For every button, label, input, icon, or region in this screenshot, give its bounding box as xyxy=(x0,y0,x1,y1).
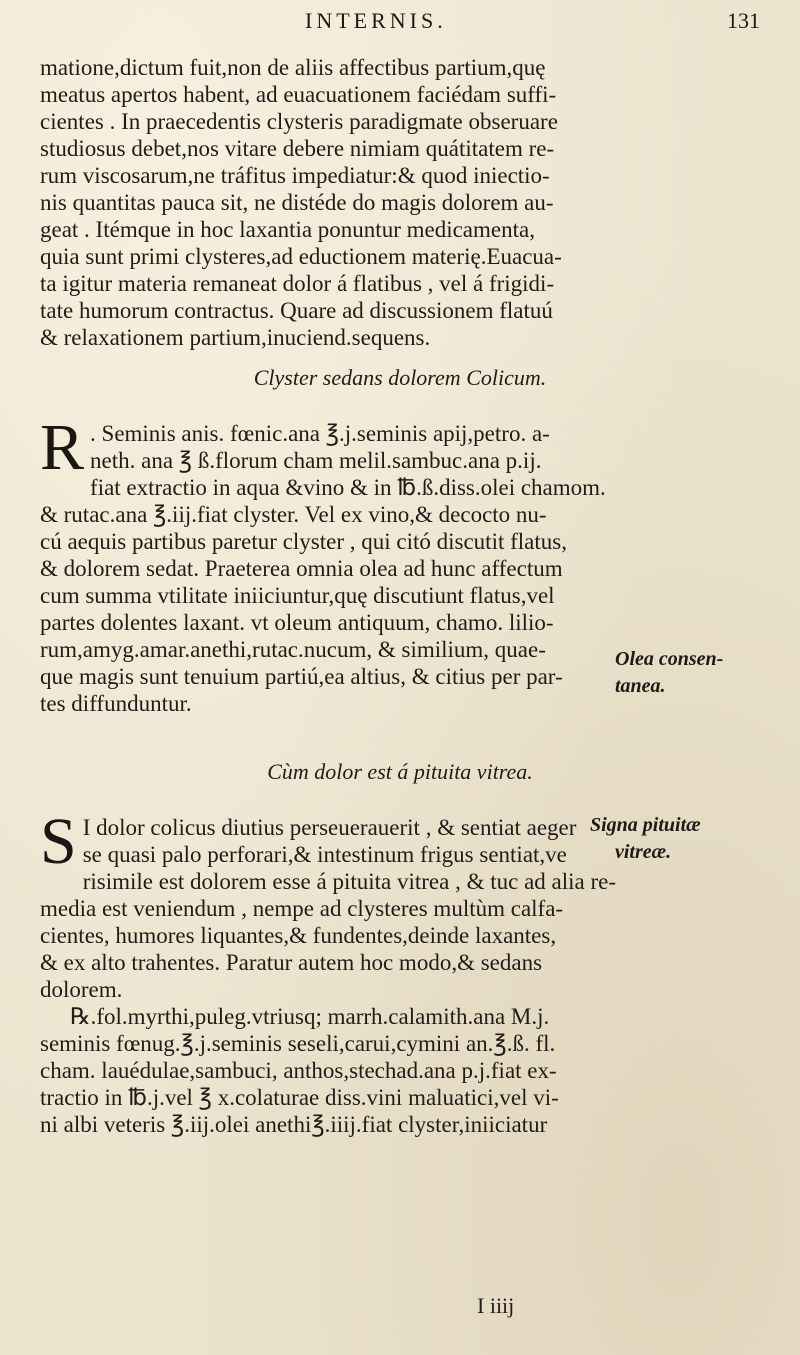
marginal-note-2 xyxy=(590,812,701,866)
text-line: cientes, humores liquantes,& fundentes,deinde laxantes, xyxy=(40,923,557,948)
drop-cap: R xyxy=(40,411,85,484)
signature-mark: I iiij xyxy=(477,1293,515,1318)
text-line: rum,amyg.amar.anethi,rutac.nucum, & similium, quae- xyxy=(40,637,546,662)
text-line: tes diffunduntur. xyxy=(40,691,192,716)
marginal-line: vitreæ. xyxy=(615,841,672,863)
text-line: seminis fœnug.℥.j.seminis seseli,carui,cymini an.℥.ß. fl. xyxy=(40,1031,556,1056)
text-line: media est veniendum , nempe ad clysteres multùm calfa- xyxy=(40,896,564,921)
text-line: cham. lauédulae,sambuci, anthos,stechad.ana p.j.fiat ex- xyxy=(40,1058,557,1083)
marginal-line: Signa pituitæ xyxy=(590,814,701,836)
text-line: cientes . In praecedentis clysteris paradigmate obseruare xyxy=(40,109,558,134)
paragraph-2 xyxy=(40,411,606,717)
text-line: tate humorum contractus. Quare ad discussionem flatuú xyxy=(40,298,553,323)
marginal-line: tanea. xyxy=(615,675,666,697)
drop-cap: S xyxy=(40,805,77,878)
section-heading-1: Clyster sedans dolorem Colicum. xyxy=(253,365,547,390)
page-number: 131 xyxy=(727,8,760,33)
text-line: meatus apertos habent, ad euacuationem faciédam suffi- xyxy=(40,82,557,107)
text-line: partes dolentes laxant. vt oleum antiquum, chamo. lilio- xyxy=(40,610,554,635)
text-line: ta igitur materia remaneat dolor á flatibus , vel á frigidi- xyxy=(40,271,555,296)
text-line: & rutac.ana ℥.iij.fiat clyster. Vel ex vino,& decocto nu- xyxy=(40,502,547,527)
page-header xyxy=(0,8,800,48)
text-line: rum viscosarum,ne tráfitus impediatur:& quod iniectio- xyxy=(40,163,550,188)
text-line: risimile est dolorem esse á pituita vitrea , & tuc ad alia re- xyxy=(82,869,617,894)
section-heading-2: Cùm dolor est á pituita vitrea. xyxy=(267,759,533,784)
paragraph-1 xyxy=(40,54,580,351)
text-line: se quasi palo perforari,& intestinum frigus sentiat,ve xyxy=(82,842,567,867)
text-line: fiat extractio in aqua &vino & in ℔.ß.diss.olei chamom. xyxy=(90,475,606,500)
text-line: quia sunt primi clysteres,ad eductionem materię.Euacua- xyxy=(40,244,562,269)
text-line: I dolor colicus diutius perseuerauerit , & sentiat aeger xyxy=(82,815,577,840)
text-line: tractio in ℔.j.vel ℥ x.colaturae diss.vini maluatici,vel vi- xyxy=(40,1085,559,1110)
text-line: & dolorem sedat. Praeterea omnia olea ad hunc affectum xyxy=(40,556,563,581)
text-line: studiosus debet,nos vitare debere nimiam quátitatem re- xyxy=(40,136,555,161)
text-line: neth. ana ℥ ß.florum cham melil.sambuc.ana p.ij. xyxy=(90,448,542,473)
text-line: geat . Itémque in hoc laxantia ponuntur medicamenta, xyxy=(40,217,535,242)
text-line: ℞.fol.myrthi,puleg.vtriusq; marrh.calamith.ana M.j. xyxy=(70,1004,550,1029)
text-line: que magis sunt tenuium partiú,ea altius, & citius per par- xyxy=(40,664,563,689)
text-line: cum summa vtilitate iniiciuntur,quę discutiunt flatus,vel xyxy=(40,583,555,608)
text-line: ni albi veteris ℥.iij.olei anethi℥.iiij.fiat clyster,iniiciatur xyxy=(40,1112,548,1137)
running-title: INTERNIS. xyxy=(305,8,447,33)
text-line: dolorem. xyxy=(40,977,123,1002)
text-line: matione,dictum fuit,non de aliis affectibus partium,quę xyxy=(40,55,546,80)
paragraph-3 xyxy=(40,805,617,1138)
text-line: cú aequis partibus paretur clyster , qui citó discutit flatus, xyxy=(40,529,567,554)
marginal-note-1 xyxy=(615,646,723,700)
text-line: & ex alto trahentes. Paratur autem hoc modo,& sedans xyxy=(40,950,543,975)
text-line: . Seminis anis. fœnic.ana ℥.j.seminis apij,petro. a- xyxy=(90,421,550,446)
text-line: & relaxationem partium,inuciend.sequens. xyxy=(40,325,431,350)
text-line: nis quantitas pauca sit, ne distéde do magis dolorem au- xyxy=(40,190,554,215)
marginal-line: Olea consen- xyxy=(615,648,724,670)
